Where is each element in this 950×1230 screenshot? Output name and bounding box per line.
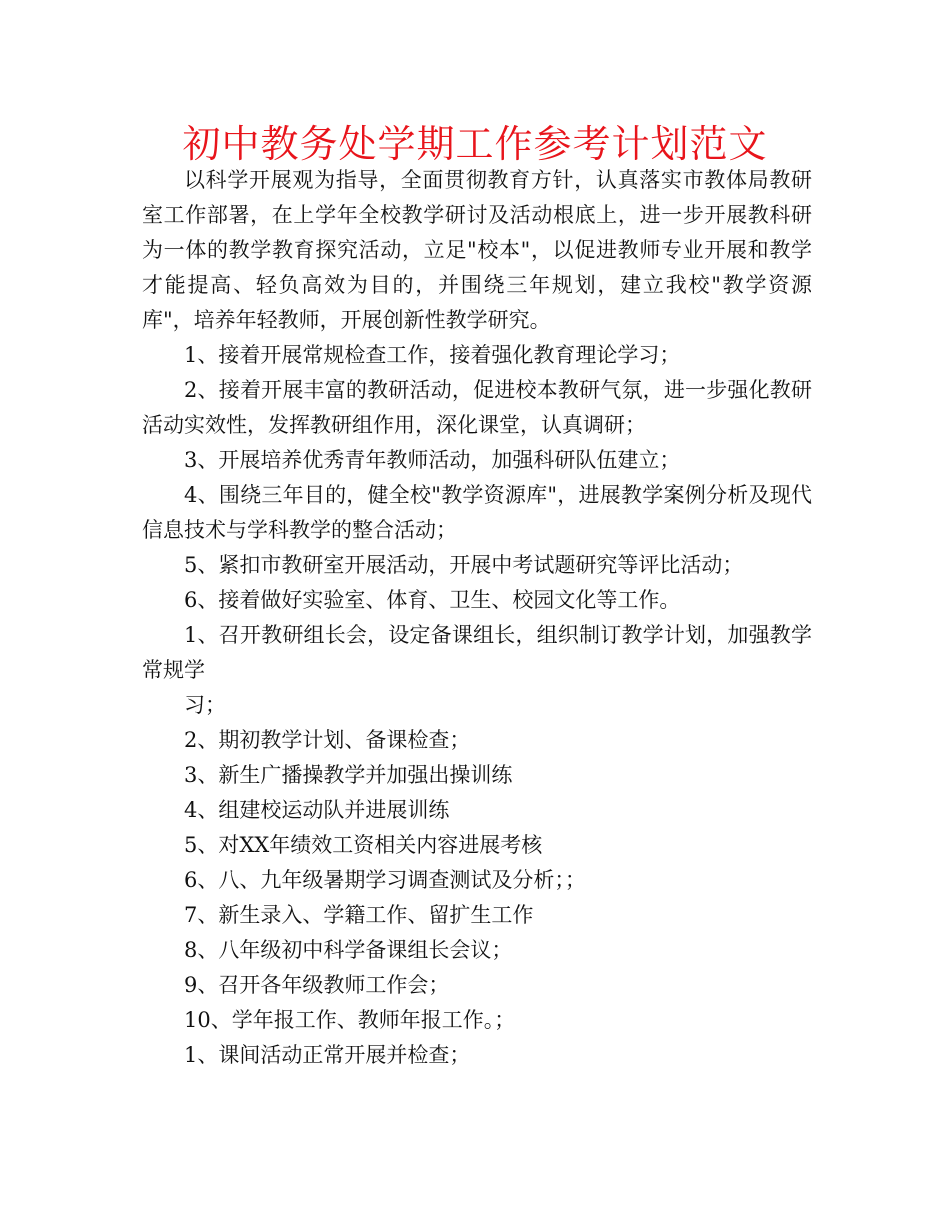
list-item: 2、接着开展丰富的教研活动，促进校本教研气氛，进一步强化教研活动实效性，发挥教研组作用，深化课堂，认真调研； <box>142 378 812 437</box>
document-body <box>142 163 812 1073</box>
list-item: 2、期初教学计划、备课检查； <box>184 728 471 752</box>
list-item: 3、新生广播操教学并加强出操训练 <box>184 763 513 787</box>
list-item-continuation: 习； <box>184 693 226 717</box>
list-item: 5、紧扣市教研室开展活动，开展中考试题研究等评比活动； <box>184 553 744 577</box>
document-title: 初中教务处学期工作参考计划范文 <box>182 122 768 166</box>
list-item: 3、开展培养优秀青年教师活动，加强科研队伍建立； <box>184 448 681 472</box>
list-item: 4、组建校运动队并进展训练 <box>184 798 450 822</box>
list-item: 1、召开教研组长会，设定备课组长，组织制订教学计划，加强教学常规学 <box>142 623 812 682</box>
list-item: 8、八年级初中科学备课组长会议； <box>184 938 513 962</box>
list-item: 9、召开各年级教师工作会； <box>184 973 450 997</box>
list-item: 1、接着开展常规检查工作，接着强化教育理论学习； <box>184 343 681 367</box>
list-item: 10、学年报工作、教师年报工作。； <box>184 1008 516 1032</box>
intro-paragraph: 以科学开展观为指导，全面贯彻教育方针，认真落实市教体局教研室工作部署，在上学年全校教学研讨及活动根底上，进一步开展教科研为一体的教学教育探究活动，立足"校本"，以促进教师专业开展和教学才能提高、轻负高效为目的，并围绕三年规划，建立我校"教学资源库"，培养年轻教师，开展创新性教学研究。 <box>142 168 812 332</box>
list-item: 7、新生录入、学籍工作、留扩生工作 <box>184 903 534 927</box>
list-item: 4、围绕三年目的，健全校"教学资源库"，进展教学案例分析及现代信息技术与学科教学的整合活动； <box>142 483 812 542</box>
list-item: 5、对XX年绩效工资相关内容进展考核 <box>184 833 543 857</box>
list-item: 6、八、九年级暑期学习调查测试及分析；； <box>184 868 586 892</box>
list-item: 1、课间活动正常开展并检查； <box>184 1043 471 1067</box>
list-item: 6、接着做好实验室、体育、卫生、校园文化等工作。 <box>184 588 681 612</box>
